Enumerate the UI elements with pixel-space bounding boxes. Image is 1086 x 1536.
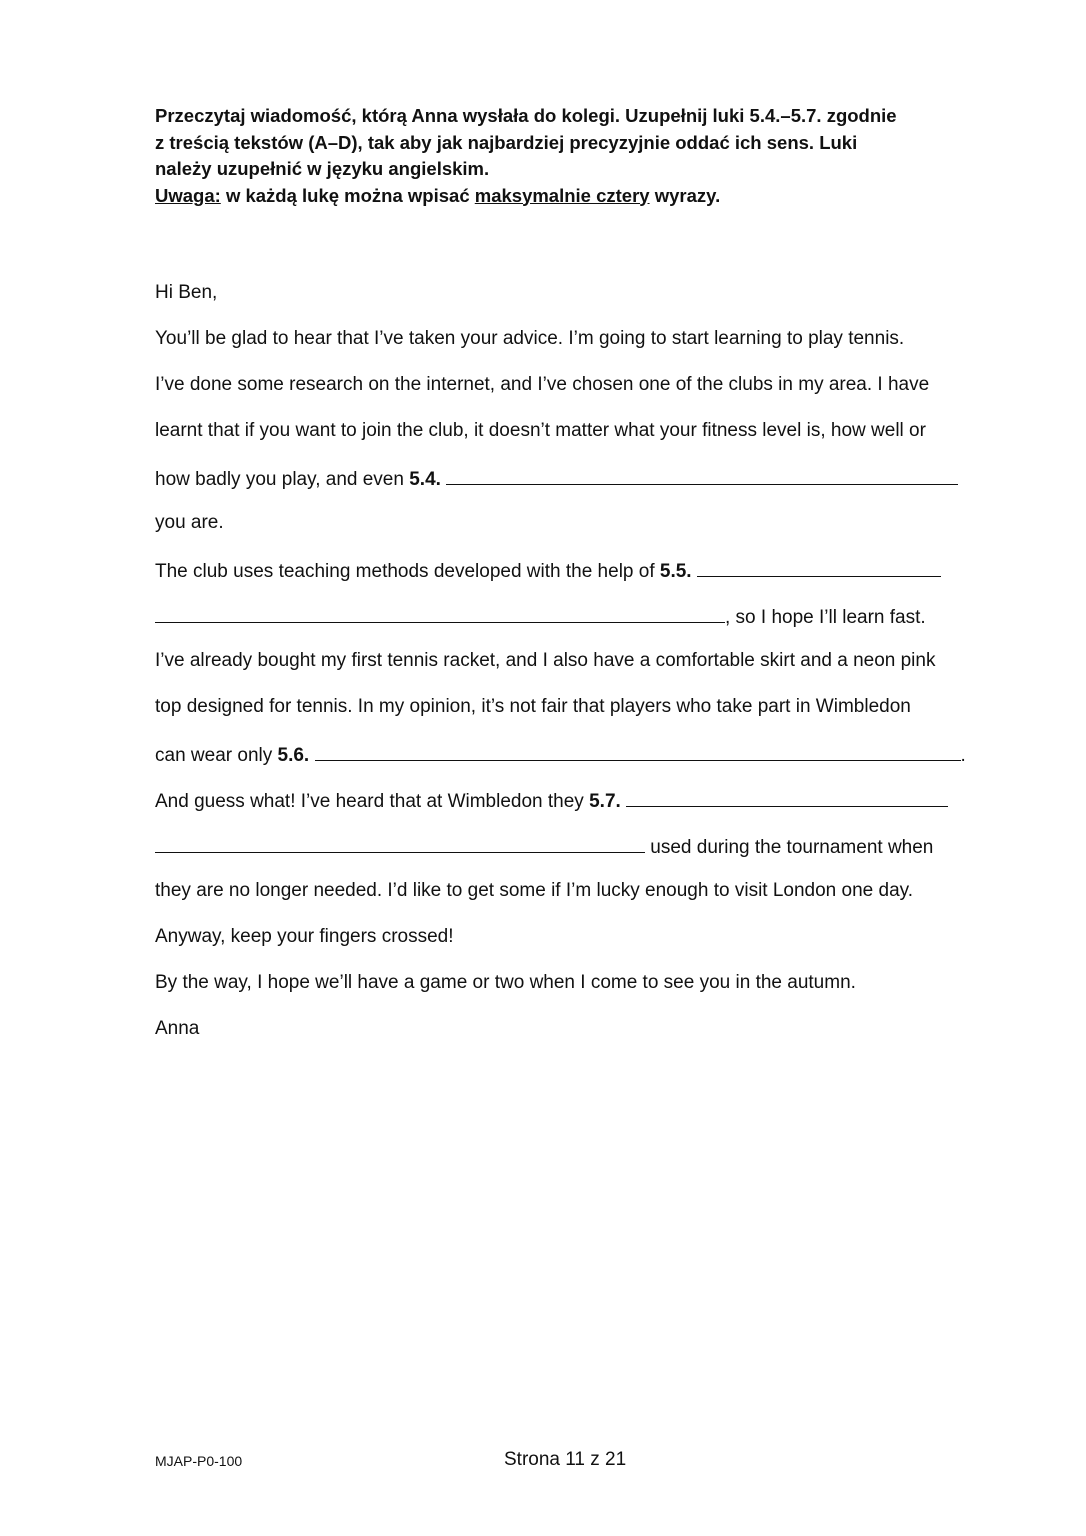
instruction-note: [155, 183, 975, 210]
gap-5-4-blank[interactable]: [446, 466, 958, 485]
letter-line: You’ll be glad to hear that I’ve taken your advice. I’m going to start learning to play tennis.: [155, 328, 905, 349]
page-number: Strona 11 z 21: [504, 1449, 627, 1470]
letter-line: learnt that if you want to join the club, it doesn’t matter what your fitness level is, how well or: [155, 420, 926, 441]
note-text-end: wyrazy.: [654, 184, 721, 206]
gap-5-7-blank[interactable]: [626, 788, 948, 807]
letter-greeting: Hi Ben,: [155, 282, 218, 303]
note-text: w każdą lukę można wpisać: [225, 184, 470, 206]
gap-5-5-blank[interactable]: [697, 558, 941, 577]
gap-number-5-4: 5.4.: [409, 469, 441, 490]
gap-5-5-blank-continued[interactable]: [155, 604, 725, 623]
instruction-line: z treścią tekstów (A–D), tak aby jak najbardziej precyzyjnie oddać ich sens. Luki: [155, 131, 858, 153]
gap-5-7-blank-continued[interactable]: [155, 834, 645, 853]
letter-line: [155, 742, 966, 767]
letter-line: Anyway, keep your fingers crossed!: [155, 926, 454, 947]
instruction-line: należy uzupełnić w języku angielskim.: [155, 158, 490, 179]
letter-line: I’ve done some research on the internet, and I’ve chosen one of the clubs in my area. I have: [155, 374, 930, 395]
exam-code: MJAP-P0-100: [155, 1453, 243, 1469]
letter-signature: Anna: [155, 1018, 200, 1039]
note-emphasis: maksymalnie cztery: [474, 184, 650, 206]
letter-line: they are no longer needed. I’d like to get some if I’m lucky enough to visit London one day.: [155, 880, 914, 901]
letter-text: The club uses teaching methods developed with the help of: [155, 561, 655, 582]
letter-text: used during the tournament when: [650, 837, 934, 858]
letter-text: can wear only: [155, 745, 273, 766]
letter-line: [155, 604, 926, 629]
letter-text: .: [960, 745, 966, 766]
gap-number-5-6: 5.6.: [277, 745, 310, 766]
letter-line: I’ve already bought my first tennis racket, and I also have a comfortable skirt and a neon pink: [155, 650, 936, 671]
letter-line: By the way, I hope we’ll have a game or two when I come to see you in the autumn.: [155, 972, 856, 993]
letter-line: [155, 788, 948, 813]
gap-number-5-5: 5.5.: [659, 561, 692, 582]
task-instructions: [155, 103, 975, 209]
letter-line: you are.: [155, 512, 224, 533]
letter-text: And guess what! I’ve heard that at Wimbledon they: [155, 791, 584, 812]
letter-line: [155, 466, 958, 491]
letter-line: top designed for tennis. In my opinion, it’s not fair that players who take part in Wimbledon: [155, 696, 911, 717]
letter-line: [155, 834, 933, 859]
instruction-line: Przeczytaj wiadomość, którą Anna wysłała do kolegi. Uzupełnij luki 5.4.–5.7. zgodnie: [155, 105, 897, 126]
letter-line: [155, 558, 941, 583]
gap-5-6-blank[interactable]: [315, 742, 961, 761]
note-label: Uwaga:: [155, 184, 221, 206]
gap-number-5-7: 5.7.: [589, 791, 621, 812]
letter-text: how badly you play, and even: [155, 469, 404, 490]
letter-text: , so I hope I’ll learn fast.: [725, 607, 926, 628]
